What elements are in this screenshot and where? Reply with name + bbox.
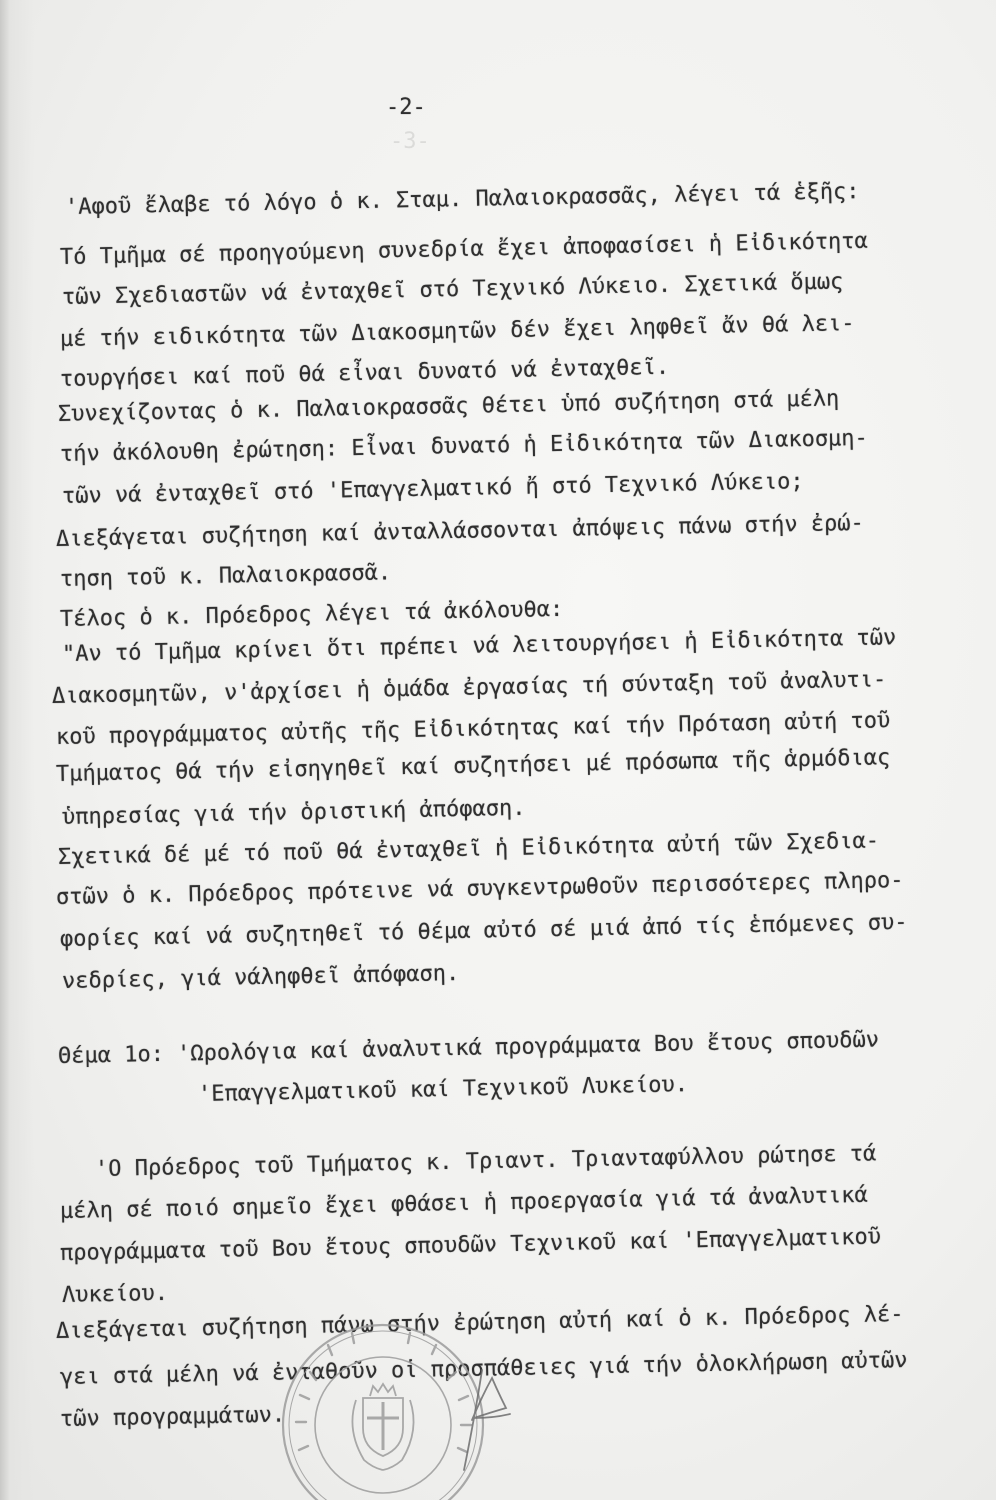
seal-emblem-cross — [367, 1402, 399, 1450]
text-line: Τέλος ὁ κ. Πρόεδρος λέγει τά ἀκόλουθα: — [59, 596, 564, 632]
text-line: Διεξάγεται συζήτηση καί ἀνταλλάσσονται ἀπόψεις πάνω στήν ἐρώ- — [55, 510, 865, 552]
seal-emblem-wreath-right — [383, 1400, 414, 1470]
seal-emblem-crown — [370, 1384, 396, 1396]
text-line: ὑπηρεσίας γιά τήν ὁριστική ἀπόφαση. — [61, 795, 526, 830]
seal-emblem-wreath-left — [352, 1400, 383, 1470]
signature — [464, 1370, 510, 1470]
text-line: μέλη σέ ποιό σημεῖο ἔχει φθάσει ἡ προεργασία γιά τά ἀναλυτικά — [59, 1182, 869, 1224]
text-line: Διακοσμητῶν, ν'ἀρχίσει ἡ ὁμάδα ἐργασίας τή σύνταξη τοῦ ἀναλυτι- — [51, 667, 887, 709]
text-line: μέ τήν ειδικότητα τῶν Διακοσμητῶν δέν ἔχει ληφθεῖ ἄν θά λει- — [59, 311, 855, 352]
text-line: τῶν νά ἐνταχθεῖ στό 'Επαγγελματικό ἤ στό Τεχνικό Λύκειο; — [61, 469, 804, 509]
text-line: τήν ἀκόλουθη ἐρώτηση: Εἶναι δυνατό ἡ Εἰδικότητα τῶν Διακοσμη- — [59, 425, 869, 467]
text-line: "Αν τό Τμῆμα κρίνει ὅτι πρέπει νά λειτουργήσει ἡ Εἰδικότητα τῶν — [61, 625, 897, 667]
page-number: -2- — [386, 95, 426, 120]
text-line: νεδρίες, γιά νάληφθεῖ ἀπόφαση. — [61, 961, 460, 994]
text-line: τηση τοῦ κ. Παλαιοκρασσᾶ. — [59, 560, 392, 592]
seal-emblem — [352, 1384, 413, 1470]
topic-heading-line: Θέμα 1ο: 'Ωρολόγια καί ἀναλυτικά προγράμματα Βου ἔτους σπουδῶν — [57, 1027, 880, 1069]
text-line: Τμήματος θά τήν εἰσηγηθεῖ καί συζητήσει μέ πρόσωπα τῆς ἁρμόδιας — [55, 745, 891, 787]
text-line: 'Αφοῦ ἔλαβε τό λόγο ὁ κ. Σταμ. Παλαιοκρασσᾶς, λέγει τά ἑξῆς: — [64, 179, 860, 220]
text-line: Διεξάγεται συζήτηση πάνω στήν ἐρώτηση αὐτή καί ὁ κ. Πρόεδρος λέ- — [55, 1301, 904, 1344]
topic-heading-line: 'Επαγγελματικοῦ καί Τεχνικοῦ Λυκείου. — [197, 1072, 689, 1107]
text-line: Λυκείου. — [61, 1280, 169, 1308]
text-line: στῶν ὁ κ. Πρόεδρος πρότεινε νά συγκεντρωθοῦν περισσότερες πληρο- — [55, 867, 904, 910]
text-line: τουργήσει καί ποῦ θά εἶναι δυνατό νά ἐνταχθεῖ. — [59, 354, 670, 392]
text-line: γει στά μέλη νά ἐνταθοῦν οἱ προσπάθειες γιά τήν ὁλοκλήρωση αὐτῶν — [59, 1347, 908, 1390]
bleed-through-page-number: -3- — [390, 129, 430, 154]
text-line: τῶν προγραμμάτων. — [59, 1402, 286, 1432]
text-line: τῶν Σχεδιαστῶν νά ἐνταχθεῖ στό Τεχνικό Λύκειο. Σχετικά ὅμως — [61, 269, 844, 310]
text-line: κοῦ προγράμματος αὐτῆς τῆς Εἰδικότητας καί τήν Πρόταση αὐτή τοῦ — [55, 708, 891, 750]
text-line: προγράμματα τοῦ Βου ἔτους σπουδῶν Τεχνικοῦ καί 'Επαγγελματικοῦ — [59, 1224, 882, 1266]
text-line: Τό Τμῆμα σέ προηγούμενη συνεδρία ἔχει ἀποφασίσει ἡ Εἰδικότητα — [59, 228, 869, 270]
text-line: Σχετικά δέ μέ τό ποῦ θά ἐνταχθεῖ ἡ Εἰδικότητα αὐτή τῶν Σχεδια- — [57, 828, 880, 870]
text-line: Συνεχίζοντας ὁ κ. Παλαιοκρασσᾶς θέτει ὑπό συζήτηση στά μέλη — [57, 386, 840, 427]
text-line: φορίες καί νά συζητηθεῖ τό θέμα αὐτό σέ μιά ἀπό τίς ἑπόμενες συ- — [59, 909, 908, 952]
official-seal — [260, 1300, 560, 1500]
text-line: 'Ο Πρόεδρος τοῦ Τμήματος κ. Τριαντ. Τριανταφύλλου ρώτησε τά — [94, 1141, 877, 1182]
